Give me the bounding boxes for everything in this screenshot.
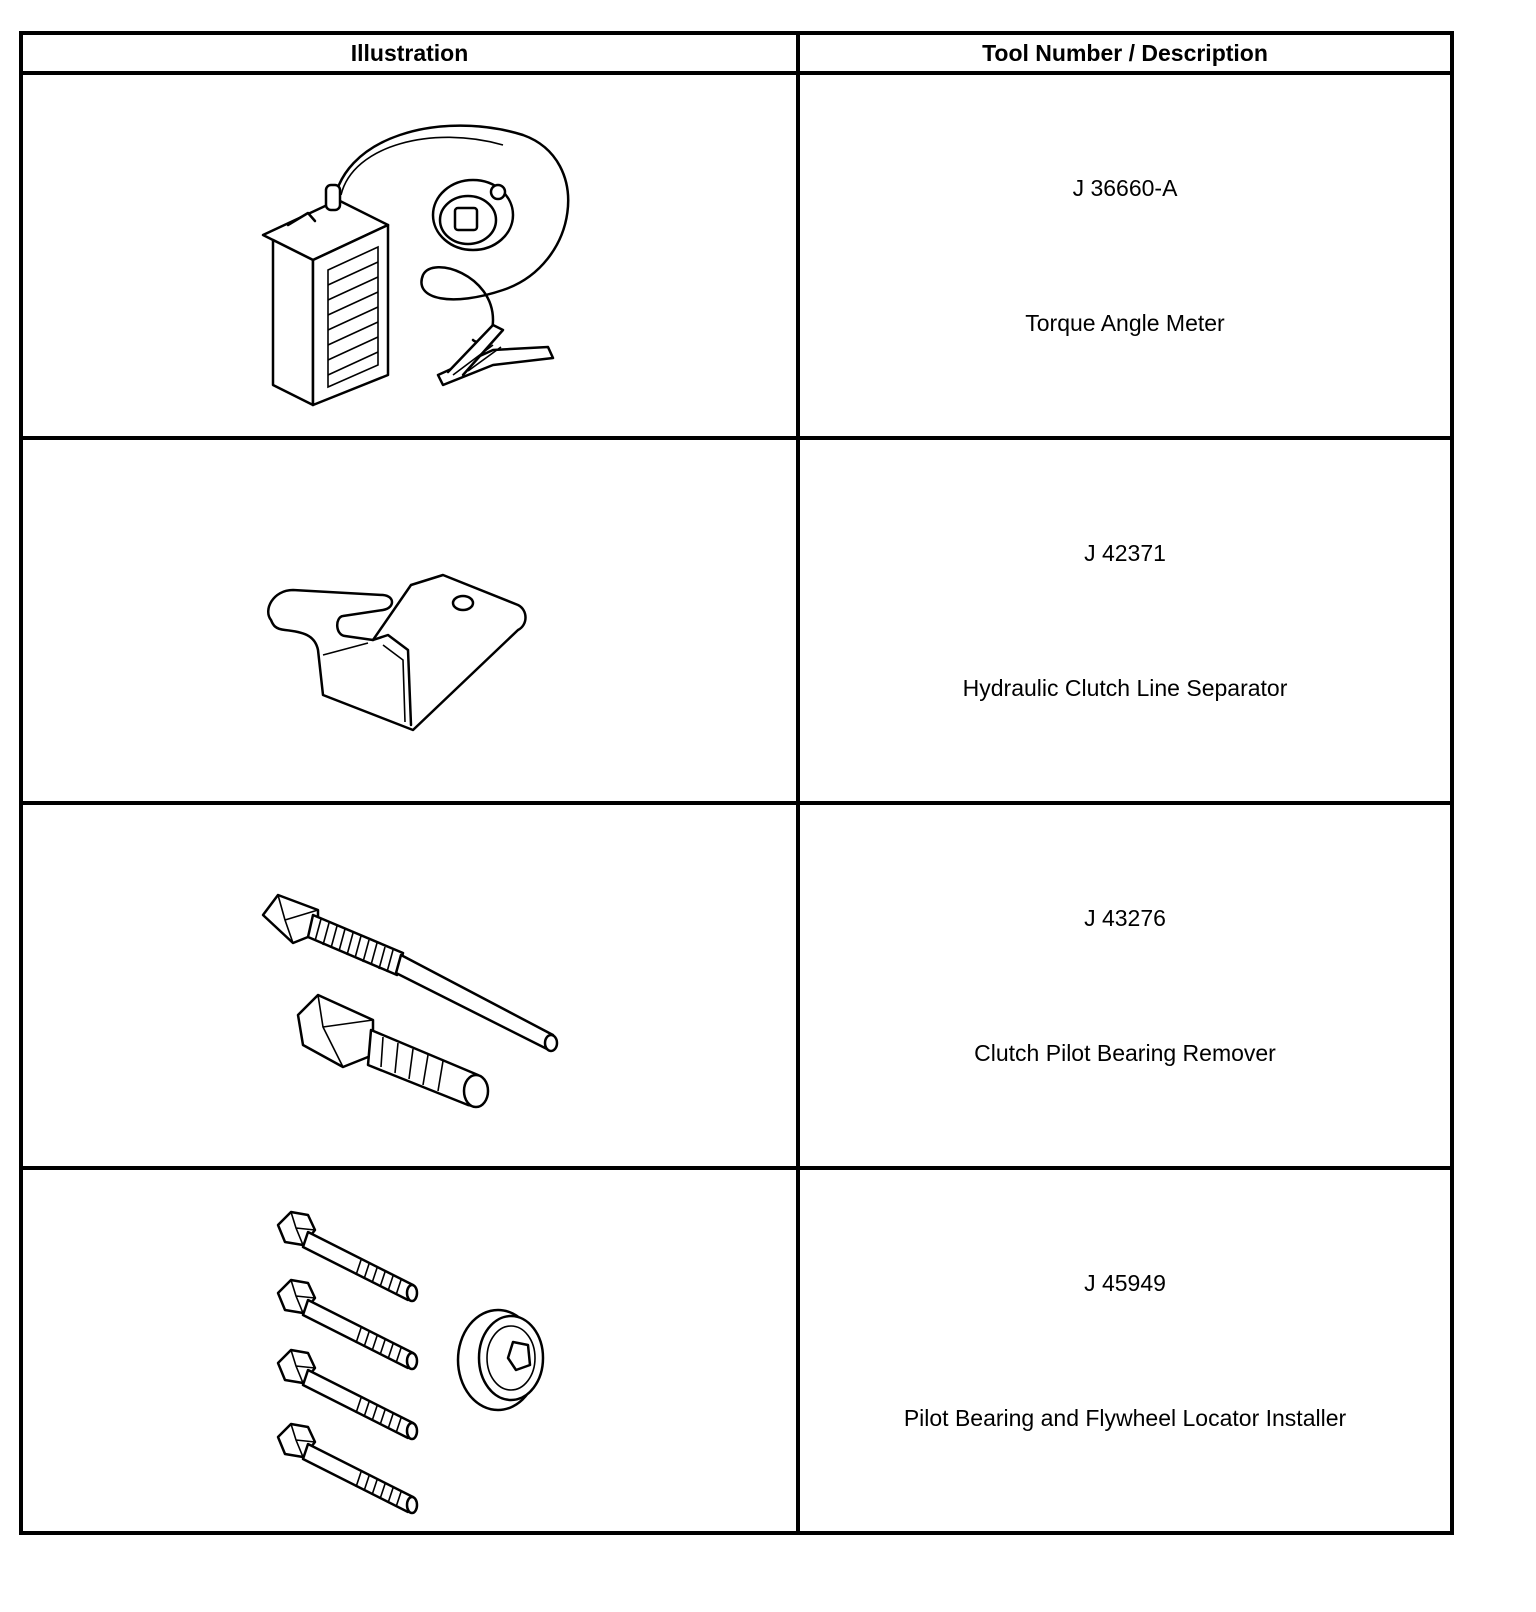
description-cell — [798, 438, 1452, 803]
clutch-line-separator-icon — [23, 440, 800, 801]
table-row — [21, 1168, 1452, 1533]
description-cell — [798, 803, 1452, 1168]
illustration-cell — [21, 73, 798, 438]
illustration-cell — [21, 803, 798, 1168]
header-tool-number-description: Tool Number / Description — [798, 33, 1452, 73]
table-row — [21, 73, 1452, 438]
tool-description: Torque Angle Meter — [1025, 309, 1225, 336]
tool-number: J 43276 — [1084, 904, 1166, 931]
illustration-cell — [21, 1168, 798, 1533]
torque-angle-meter-icon — [23, 75, 800, 436]
pilot-bearing-installer-icon — [23, 1170, 800, 1531]
tool-number: J 36660-A — [1072, 174, 1178, 201]
tool-description: Clutch Pilot Bearing Remover — [974, 1039, 1276, 1066]
tool-number: J 42371 — [1084, 539, 1166, 566]
tool-number: J 45949 — [1084, 1269, 1166, 1296]
illustration-cell — [21, 438, 798, 803]
table-row — [21, 438, 1452, 803]
table-row — [21, 803, 1452, 1168]
pilot-bearing-remover-icon — [23, 805, 800, 1166]
header-row — [21, 33, 1452, 73]
tool-description: Hydraulic Clutch Line Separator — [962, 674, 1288, 701]
header-illustration: Illustration — [21, 33, 798, 73]
tool-description: Pilot Bearing and Flywheel Locator Installer — [903, 1404, 1347, 1431]
description-cell — [798, 73, 1452, 438]
tools-table — [19, 31, 1454, 1535]
description-cell — [798, 1168, 1452, 1533]
